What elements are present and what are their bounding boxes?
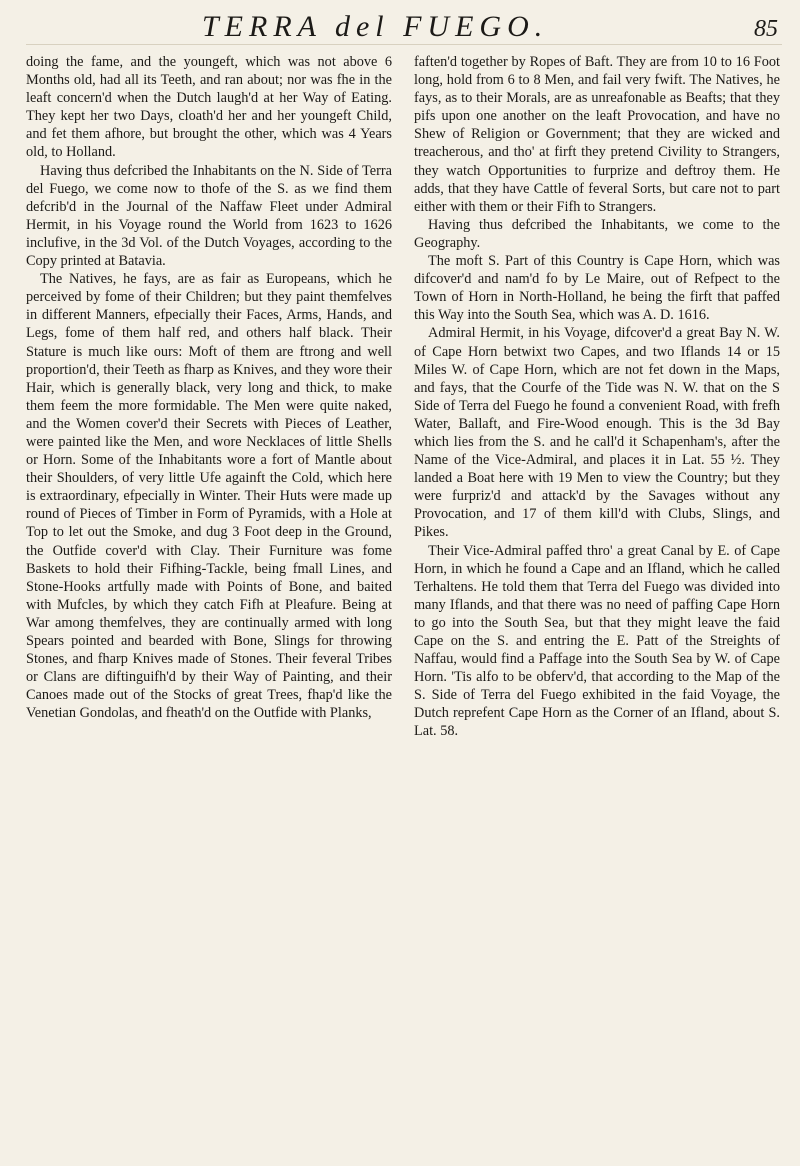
page-header	[26, 10, 782, 45]
page-number: 85	[754, 16, 778, 42]
paragraph: Their Vice-Admiral paffed thro' a great Canal by E. of Cape Horn, in which he found a Cape and an Ifland, which he called Terhaltens. He told them that Terra del Fuego was divided into many Iflands, and that there was no need of paffing Cape Horn to go into the South Sea, but that they might leave the faid Cape on the S. and entring the E. Patt of the Streights of Naffau, would find a Paffage into the South Sea by W. of Cape Horn. 'Tis alfo to be obferv'd, that according to the Map of the S. Side of Terra del Fuego exhibited in the faid Voyage, the Dutch reprefent Cape Horn as the Corner of an Ifland, about S. Lat. 58.	[414, 542, 780, 740]
paragraph: Having thus defcribed the Inhabitants on the N. Side of Terra del Fuego, we come now to thofe of the S. as we find them defcrib'd in the Journal of the Naffaw Fleet under Admiral Hermit, in his Voyage round the World from 1623 to 1626 inclufive, in the 3d Vol. of the Dutch Voyages, according to the Copy printed at Batavia.	[26, 162, 392, 270]
paragraph: doing the fame, and the youngeft, which was not above 6 Months old, had all its Teeth, and ran about; nor was fhe in the leaft concern'd when the Dutch laugh'd at her Way of Eating. They kept her two Days, cloath'd her and her youngeft Child, and fet them afhore, but brought the other, which was 4 Years old, to Holland.	[26, 54, 392, 161]
paragraph: Admiral Hermit, in his Voyage, difcover'd a great Bay N. W. of Cape Horn betwixt two Capes, and two Iflands 14 or 15 Miles W. of Cape Horn, which are not fet down in the Maps, and fays, that the Courfe of the Tide was N. W. that on the S Side of Terra del Fuego he found a convenient Road, with frefh Water, Ballaft, and Fire-Wood enough. This is the 3d Bay which lies from the S. and he call'd it Schapenham's, after the Name of the Vice-Admiral, and places it in Lat. 55 ½. They landed a Boat here with 19 Men to view the Country; but they were furpriz'd and attack'd by the Savages without any Provocation, and 17 of them kill'd with Clubs, Slings, and Pikes.	[414, 325, 780, 541]
right-column	[414, 53, 780, 741]
paragraph: faften'd together by Ropes of Baft. They are from 10 to 16 Foot long, hold from 6 to 8 Men, and fail very fwift. The Natives, he fays, as to their Morals, are as unreafonable as Beafts; that they pifs upon one another on the leaft Provocation, and have no Shew of Religion or Government; that they are wicked and treacherous, and tho' at firft they pretend Civility to Strangers, they watch Opportunities to furprize and deftroy them. He adds, that they have Cattle of feveral Sorts, but care not to part either with them or their Fifh to Strangers.	[414, 54, 780, 215]
running-head: TERRA del FUEGO.	[202, 10, 549, 43]
paragraph: Having thus defcribed the Inhabitants, we come to the Geography.	[414, 216, 780, 251]
paragraph: The Natives, he fays, are as fair as Europeans, which he perceived by fome of their Children; but they paint themfelves in different Manners, efpecially their Faces, Arms, Hands, and Legs, fome of them half red, and others half black. Their Stature is much like ours: Moft of them are ftrong and well proportion'd, their Teeth as fharp as Knives, and they wore their Hair, which is generally black, very long and thick, to make them feem the more formidable. The Men were quite naked, and the Women cover'd their Secrets with Pieces of Leather, were painted like the Men, and wore Necklaces of little Shells or Horn. Some of the Inhabitants wore a fort of Mantle about their Shoulders, of very little Ufe againft the Cold, which here is extraordinary, efpecially in Winter. Their Huts were made up round of Pieces of Timber in Form of Pyramids, with a Hole at Top to let out the Smoke, and dug 3 Foot deep in the Ground, the Outfide cover'd with Clay. Their Furniture was fome Baskets to hold their Fifhing-Tackle, being fmall Lines, and Stone-Hooks artfully made with Points of Bone, and baited with Mufcles, by which they catch Fifh at Pleafure. Being at War among themfelves, they are continually armed with long Spears pointed and bearded with Bone, Slings for throwing Stones, and fharp Knives made of Stones. Their feveral Tribes or Clans are diftinguifh'd by their Way of Painting, and their Canoes made out of the Stocks of great Trees, fhap'd like the Venetian Gondolas, and fheath'd on the Outfide with Planks,	[26, 271, 392, 722]
left-column	[26, 53, 392, 741]
paragraph: The moft S. Part of this Country is Cape Horn, which was difcover'd and nam'd fo by Le Maire, out of Refpect to the Town of Horn in North-Holland, he being the firft that paffed this Way into the South Sea, which was A. D. 1616.	[414, 253, 780, 324]
text-columns	[26, 53, 782, 741]
